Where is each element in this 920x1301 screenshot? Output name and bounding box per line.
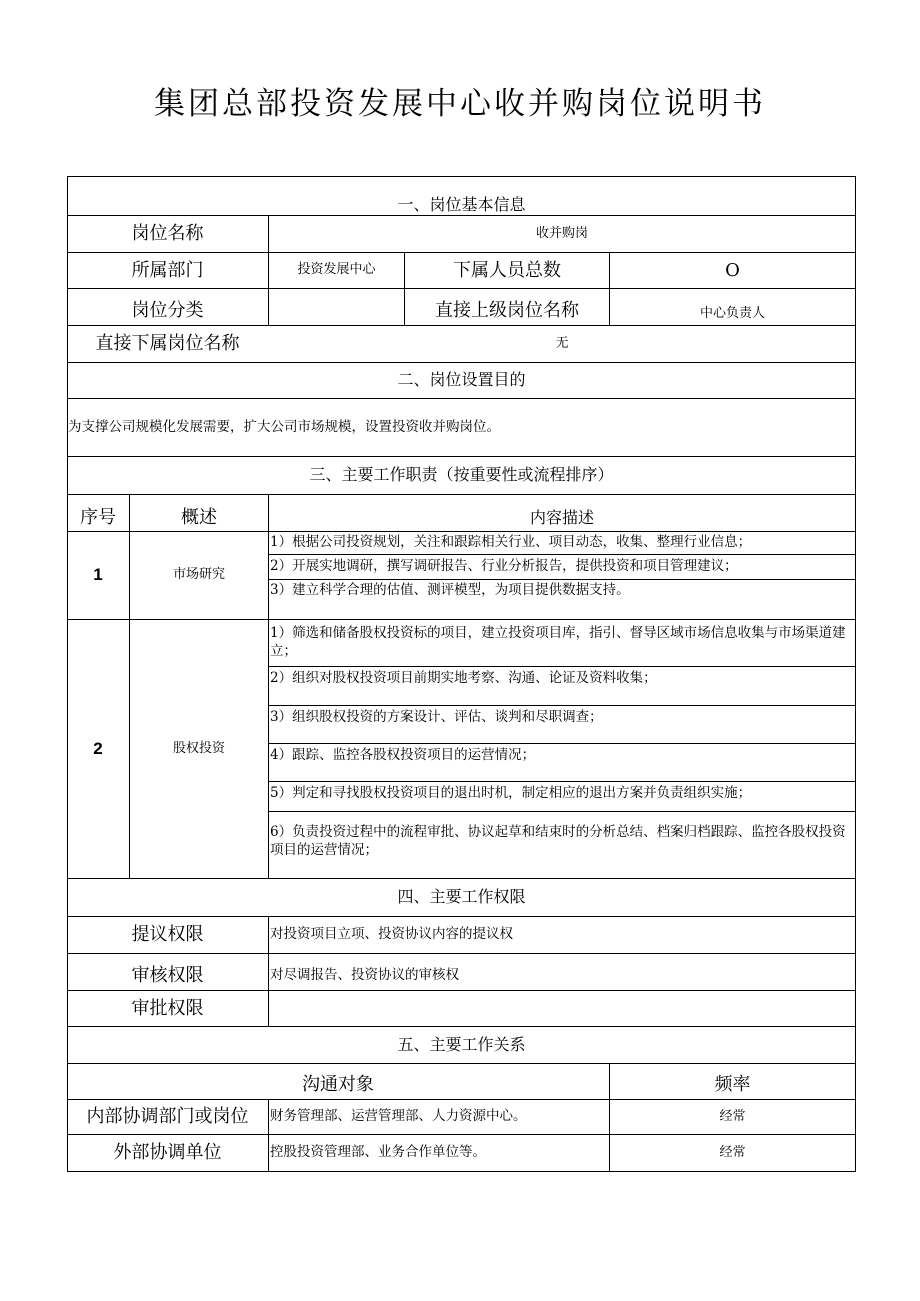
table-rule: [67, 494, 856, 495]
subordinate-count-value: O: [725, 259, 740, 281]
duty-item: 2）开展实地调研，撰写调研报告、行业分析报告，提供投资和项目管理建议；: [270, 558, 738, 575]
section-header-basic-info: 一、岗位基本信息: [397, 194, 526, 214]
relation-frequency: 经常: [719, 1108, 746, 1124]
purpose-text: 为支撑公司规模化发展需要，扩大公司市场规模，设置投资收并购岗位。: [68, 418, 500, 435]
department-value: 投资发展中心: [297, 262, 376, 278]
section-header-authority: 四、主要工作权限: [397, 887, 526, 907]
duty-item: 4）跟踪、监控各股权投资项目的运营情况；: [270, 746, 536, 763]
relations-col-target: 沟通对象: [302, 1074, 374, 1096]
duty-item: 1）根据公司投资规划，关注和跟踪相关行业、项目动态，收集、整理行业信息；: [270, 534, 752, 551]
duty-item: 5）判定和寻找股权投资项目的退出时机，制定相应的退出方案并负责组织实施；: [270, 785, 752, 802]
position-name-value: 收并购岗: [535, 225, 588, 241]
duty-item: 1）筛选和储备股权投资标的项目，建立投资项目库，指引、督导区域市场信息收集与市场渠道建立；: [270, 625, 846, 659]
authority-label: 提议权限: [131, 924, 204, 946]
subordinate-position-label: 直接下属岗位名称: [95, 333, 240, 355]
department-label: 所属部门: [131, 259, 204, 281]
section-header-purpose: 二、岗位设置目的: [397, 370, 526, 390]
table-rule: [67, 1171, 856, 1172]
superior-label: 直接上级岗位名称: [435, 299, 579, 321]
duty-group-2-summary: 股权投资: [172, 740, 225, 756]
authority-label: 审核权限: [131, 965, 204, 987]
table-rule: [67, 176, 856, 177]
duties-col-no: 序号: [80, 507, 116, 529]
table-rule: [268, 811, 856, 812]
position-name-label: 岗位名称: [131, 223, 204, 245]
relations-col-frequency: 频率: [714, 1074, 751, 1096]
duty-group-2-number: 2: [93, 738, 103, 758]
subordinate-count-label: 下属人员总数: [453, 259, 561, 281]
relation-target: 财务管理部、运营管理部、人力资源中心。: [270, 1108, 527, 1125]
duties-col-desc: 内容描述: [529, 507, 594, 527]
duty-item: 3）组织股权投资的方案设计、评估、谈判和尽职调查；: [270, 708, 603, 725]
relation-target: 控股投资管理部、业务合作单位等。: [270, 1144, 486, 1161]
authority-value: 对投资项目立项、投资协议内容的提议权: [270, 926, 513, 943]
job-description-table: [67, 176, 856, 1171]
duty-group-1-summary: 市场研究: [172, 567, 225, 583]
duty-group-1-number: 1: [93, 565, 103, 585]
relation-frequency: 经常: [719, 1144, 746, 1160]
duties-col-summary: 概述: [181, 507, 217, 529]
authority-value: 对尽调报告、投资协议的审核权: [270, 967, 459, 984]
relation-label: 外部协调单位: [113, 1142, 222, 1164]
duty-item: 2）组织对股权投资项目前期实地考察、沟通、论证及资料收集；: [270, 669, 657, 686]
table-rule: [855, 176, 856, 1171]
category-value: [269, 293, 404, 328]
table-rule: [67, 1063, 856, 1064]
table-rule: [67, 953, 856, 954]
authority-value: [269, 991, 855, 1026]
table-rule: [67, 288, 856, 289]
superior-value: 中心负责人: [699, 306, 765, 322]
relation-label: 内部协调部门或岗位: [86, 1106, 249, 1128]
section-header-relations: 五、主要工作关系: [397, 1034, 526, 1054]
subordinate-position-value: 无: [555, 335, 569, 351]
section-header-duties: 三、主要工作职责（按重要性或流程排序）: [309, 465, 614, 485]
page-title: 集团总部投资发展中心收并购岗位说明书: [154, 86, 766, 122]
duty-item: 3）建立科学合理的估值、测评模型，为项目提供数据支持。: [270, 582, 630, 599]
duty-item: 6）负责投资过程中的流程审批、协议起草和结束时的分析总结、档案归档跟踪、监控各股权投资项目的运营情况；: [270, 824, 846, 858]
authority-label: 审批权限: [131, 997, 204, 1019]
category-label: 岗位分类: [131, 299, 204, 321]
